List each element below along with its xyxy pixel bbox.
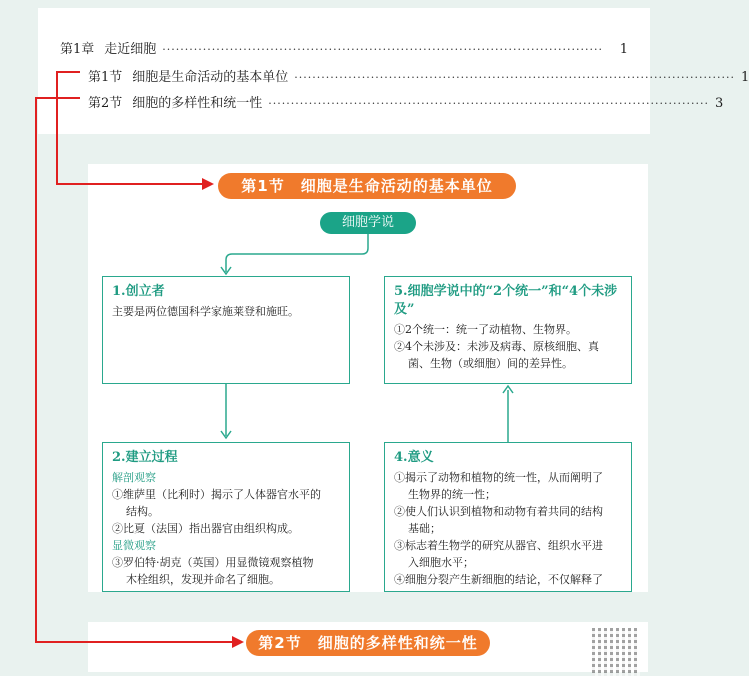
section-2-title-pill: 第2节 细胞的多样性和统一性 [246, 630, 490, 656]
toc-section-2-page: 3 [714, 96, 724, 111]
toc-chapter-page: 1 [619, 42, 628, 57]
cell-theory-tag: 细胞学说 [320, 212, 416, 234]
box-unifications-item-1: ①2个统一：统一了动植物、生物界。 [394, 323, 577, 336]
toc-section-1-title: 细胞是生命活动的基本单位 [132, 70, 289, 85]
toc-section-1-num: 第1节 [88, 70, 123, 85]
toc-chapter-title: 走近细胞 [104, 42, 157, 57]
box-process-item-3: ③罗伯特·胡克（英国）用显微镜观察植物 [112, 556, 314, 569]
box-significance-item-3-cont: 入细胞水平； [408, 556, 474, 569]
box-process-sub-anatomy: 解剖观察 [112, 471, 156, 484]
box-process-item-1-cont: 结构。 [126, 505, 159, 518]
box-process-heading: 2.建立过程 [112, 450, 178, 465]
box-significance-item-1: ①揭示了动物和植物的统一性，从而阐明了 [394, 471, 603, 484]
toc-leader: ·································································································· [162, 43, 603, 56]
toc-chapter-num: 第1章 [60, 42, 95, 57]
box-significance-item-2: ②使人们认识到植物和动物有着共同的结构 [394, 505, 603, 518]
box-process-item-2: ②比夏（法国）指出器官由组织构成。 [112, 522, 299, 535]
toc-section-1-page: 1 [740, 70, 749, 85]
box-unifications-item-2-cont: 菌、生物（或细胞）间的差异性。 [408, 357, 573, 370]
toc-section-2-num: 第2节 [88, 96, 123, 111]
arrow-to-section-1 [57, 72, 204, 184]
toc-section-2-title: 细胞的多样性和统一性 [132, 96, 263, 111]
box-significance-item-4: ④细胞分裂产生新细胞的结论，不仅解释了 [394, 573, 603, 586]
red-arrowhead-icon [232, 636, 244, 648]
box-significance-item-3: ③标志着生物学的研究从器官、组织水平进 [394, 539, 603, 552]
box-significance-heading: 4.意义 [394, 450, 434, 465]
box-significance-item-2-cont: 基础； [408, 522, 441, 535]
box-process-item-3-cont: 木栓组织，发现并命名了细胞。 [126, 573, 280, 586]
section-1-title-pill: 第1节 细胞是生命活动的基本单位 [218, 173, 516, 199]
box-significance-item-1-cont: 生物界的统一性； [408, 488, 496, 501]
box-unifications-item-2: ②4个未涉及：未涉及病毒、原核细胞、真 [394, 340, 599, 353]
box-founders-text: 主要是两位德国科学家施莱登和施旺。 [112, 305, 299, 318]
toc-leader: ·································································································· [268, 97, 709, 110]
box-process-sub-microscope: 显微观察 [112, 539, 156, 552]
box-founders-heading: 1.创立者 [112, 284, 165, 299]
toc-leader: ·································································································· [294, 71, 735, 84]
red-arrowhead-icon [202, 178, 214, 190]
box-process-item-1: ①维萨里（比利时）揭示了人体器官水平的 [112, 488, 321, 501]
box-unifications-heading: 5.细胞学说中的“2个统一”和“4个未涉及” [394, 284, 618, 317]
